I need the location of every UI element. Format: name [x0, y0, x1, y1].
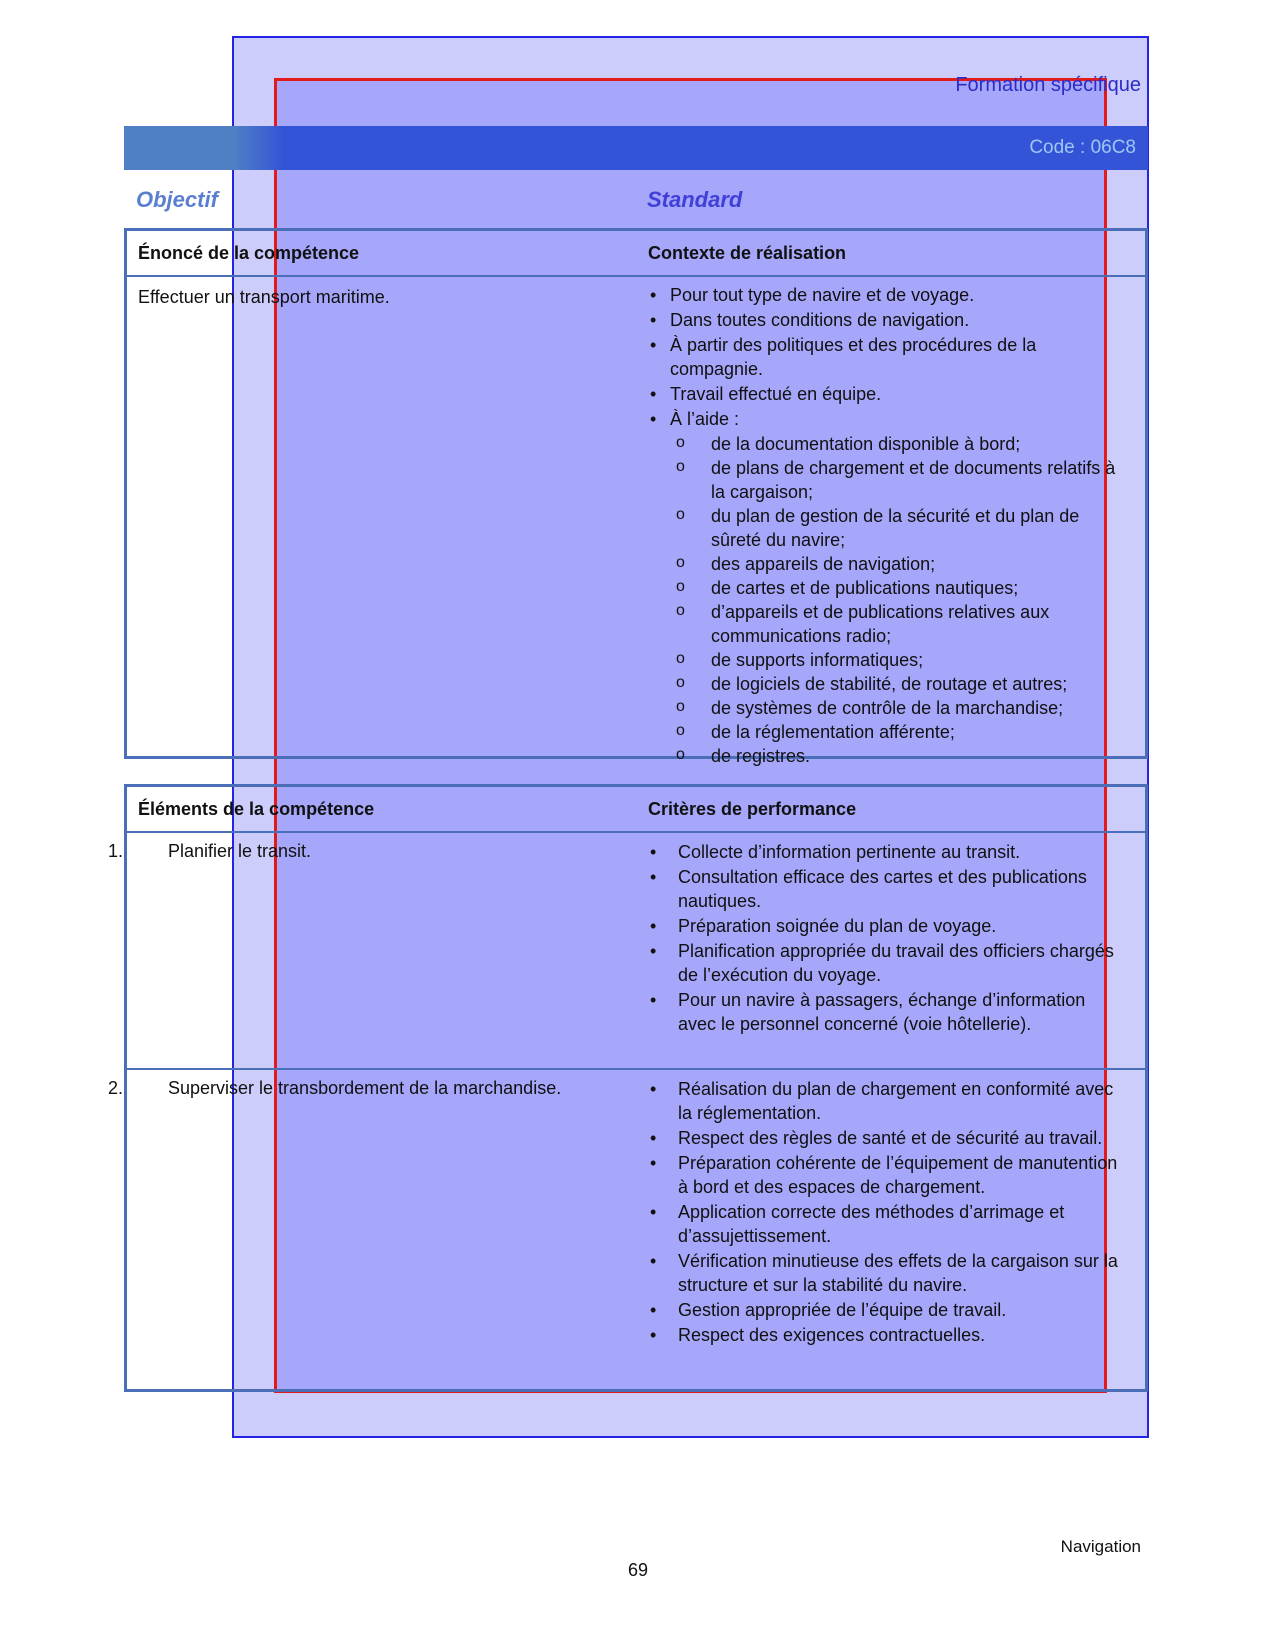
competence-table-header — [127, 231, 1145, 277]
element-cell — [108, 839, 658, 863]
list-item: o de la réglementation afférente; — [648, 720, 1128, 744]
program-name: Navigation — [1060, 1537, 1141, 1556]
list-item: • Gestion appropriée de l’équipe de travail. — [648, 1298, 1128, 1322]
list-item: o de supports informatiques; — [648, 648, 1128, 672]
list-item: • Préparation cohérente de l’équipement de manutention à bord et des espaces de chargement. — [648, 1151, 1128, 1199]
list-item: o de la documentation disponible à bord; — [648, 432, 1128, 456]
criteria-cell — [648, 1077, 1128, 1348]
page-number: 69 — [628, 1560, 649, 1580]
list-item: • Vérification minutieuse des effets de la cargaison sur la structure et sur la stabilité du navire. — [648, 1249, 1128, 1297]
list-item: o de plans de chargement et de documents relatifs à la cargaison; — [648, 456, 1128, 504]
list-item: • Planification appropriée du travail des officiers chargés de l’exécution du voyage. — [648, 939, 1128, 987]
competence-statement: Effectuer un transport maritime. — [138, 287, 390, 307]
elements-table-header — [127, 787, 1145, 833]
list-item: • Préparation soignée du plan de voyage. — [648, 914, 1128, 938]
list-item: • Respect des règles de santé et de sécurité au travail. — [648, 1126, 1128, 1150]
element-text: Planifier le transit. — [168, 841, 312, 861]
list-item: o des appareils de navigation; — [648, 552, 1128, 576]
section-title: Formation spécifique — [955, 74, 1141, 96]
element-cell — [108, 1076, 658, 1100]
statement-header: Énoncé de la compétence — [138, 243, 360, 263]
element-number: 2. — [108, 1078, 124, 1098]
context-header: Contexte de réalisation — [648, 243, 847, 263]
objective-label: Objectif — [136, 187, 218, 212]
list-item: • Travail effectué en équipe. — [648, 382, 1128, 406]
list-item — [648, 407, 1128, 431]
list-item: • Consultation efficace des cartes et des publications nautiques. — [648, 865, 1128, 913]
list-item: o de registres. — [648, 744, 1128, 768]
competence-table — [124, 228, 1148, 766]
criteria-header: Critères de performance — [648, 799, 857, 819]
code-band — [124, 126, 1148, 170]
list-item: • Réalisation du plan de chargement en conformité avec la réglementation. — [648, 1077, 1128, 1125]
list-item: • Pour un navire à passagers, échange d’information avec le personnel concerné (voie hôtellerie). — [648, 988, 1128, 1036]
list-item: o d’appareils et de publications relatives aux communications radio; — [648, 600, 1128, 648]
list-item: o de logiciels de stabilité, de routage et autres; — [648, 672, 1128, 696]
criteria-cell — [648, 840, 1128, 1037]
list-item: • Application correcte des méthodes d’arrimage et d’assujettissement. — [648, 1200, 1128, 1248]
list-item: • Pour tout type de navire et de voyage. — [648, 283, 1128, 307]
aids-list — [648, 432, 1128, 768]
context-cell — [648, 283, 1128, 768]
competency-code: Code : 06C8 — [1029, 137, 1136, 158]
list-item: • Dans toutes conditions de navigation. — [648, 308, 1128, 332]
list-item: o du plan de gestion de la sécurité et du plan de sûreté du navire; — [648, 504, 1128, 552]
list-item: o de cartes et de publications nautiques; — [648, 576, 1128, 600]
element-text: Superviser le transbordement de la marchandise. — [168, 1078, 562, 1098]
list-item: • Collecte d’information pertinente au transit. — [648, 840, 1128, 864]
elements-header: Éléments de la compétence — [138, 799, 375, 819]
elements-table — [108, 784, 1148, 1392]
context-list — [648, 283, 1128, 431]
list-item: • À partir des politiques et des procédures de la compagnie. — [648, 333, 1128, 381]
table-row — [108, 1068, 1145, 1393]
list-item: o de systèmes de contrôle de la marchandise; — [648, 696, 1128, 720]
competence-row — [127, 277, 1145, 766]
aids-intro: À l’aide : — [670, 409, 740, 429]
criteria-list — [648, 840, 1128, 1036]
element-number: 1. — [108, 841, 124, 861]
table-row — [108, 833, 1145, 1068]
criteria-list — [648, 1077, 1128, 1347]
list-item: • Respect des exigences contractuelles. — [648, 1323, 1128, 1347]
standard-label: Standard — [647, 187, 743, 212]
